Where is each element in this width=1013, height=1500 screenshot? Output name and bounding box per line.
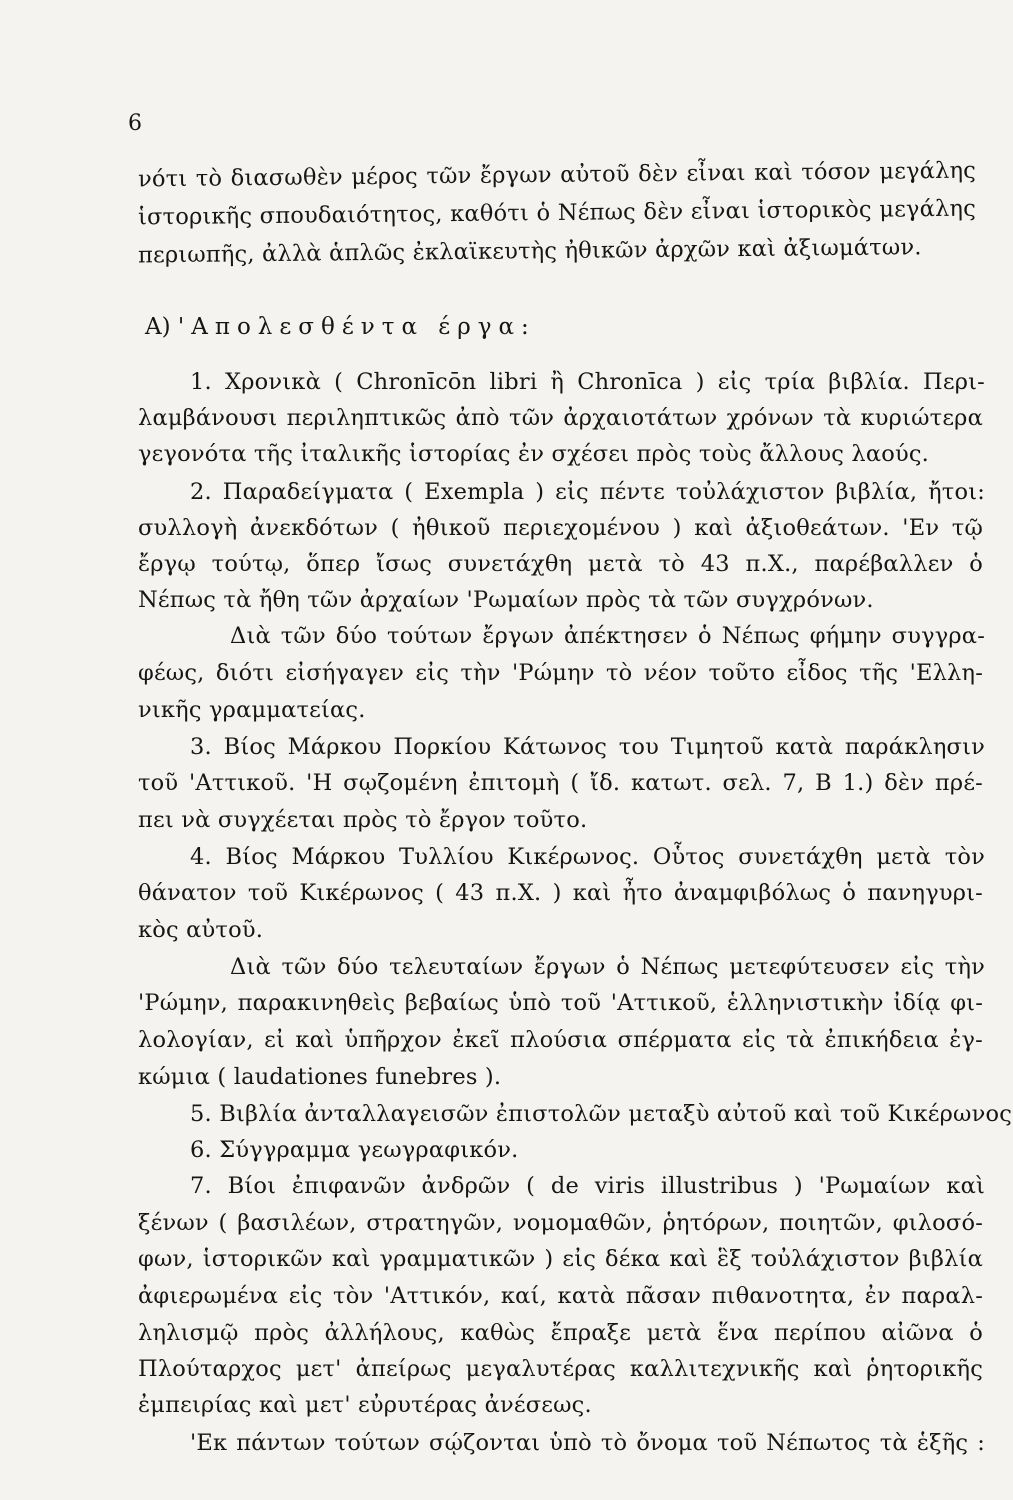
text-line-17: 4. Βίος Μάρκου Τυλλίου Κικέρωνος. Οὗτος συνετάχθη μετὰ τὸν xyxy=(190,844,985,870)
text-line-11: Διὰ τῶν δύο τούτων ἔργων ἀπέκτησεν ὁ Νέπως φήμην συγγρα- xyxy=(230,623,985,649)
text-line-29: ἀφιερωμένα εἰς τὸν 'Αττικόν, καί, κατὰ πᾶσαν πιθανοτητα, ἐν παραλ- xyxy=(138,1283,983,1309)
text-line-23: κώμια ( laudationes funebres ). xyxy=(138,1064,502,1090)
text-line-26: 7. Βίοι ἐπιφανῶν ἀνδρῶν ( de viris illustribus ) 'Ρωμαίων καὶ xyxy=(190,1173,985,1199)
text-line-24: 5. Βιβλία ἀνταλλαγεισῶν ἐπιστολῶν μεταξὺ αὐτοῦ καὶ τοῦ Κικέρωνος xyxy=(190,1101,1013,1127)
text-line-22: λολογίαν, εἰ καὶ ὑπῆρχον ἐκεῖ πλούσια σπέρματα εἰς τὰ ἐπικήδεια ἐγ- xyxy=(138,1027,983,1053)
text-line-27: ξένων ( βασιλέων, στρατηγῶν, νομομαθῶν, ῥητόρων, ποιητῶν, φιλοσό- xyxy=(138,1210,983,1236)
text-line-7: 2. Παραδείγματα ( Exempla ) εἰς πέντε τοὐλάχιστον βιβλία, ἤτοι: xyxy=(190,479,985,505)
text-line-8: συλλογὴ ἀνεκδότων ( ἠθικοῦ περιεχομένου ) καὶ ἀξιοθεάτων. 'Εν τῷ xyxy=(138,515,983,541)
text-line-6: γεγονότα τῆς ἰταλικῆς ἱστορίας ἐν σχέσει πρὸς τοὺς ἄλλους λαούς. xyxy=(138,441,930,467)
section-heading-label: Α) xyxy=(145,314,171,340)
text-line-19: κὸς αὐτοῦ. xyxy=(138,917,264,943)
text-line-18: θάνατον τοῦ Κικέρωνος ( 43 π.Χ. ) καὶ ἦτο ἀναμφιβόλως ὁ πανηγυρι- xyxy=(138,880,983,906)
text-line-12: φέως, διότι εἰσήγαγεν εἰς τὴν 'Ρώμην τὸ νέον τοῦτο εἶδος τῆς 'Ελλη- xyxy=(138,660,983,686)
text-line-3: περιωπῆς, ἀλλὰ ἁπλῶς ἐκλαϊκευτὴς ἠθικῶν ἀρχῶν καὶ ἀξιωμάτων. xyxy=(137,234,922,269)
section-heading-title: 'Απολεσθέντα έργα: xyxy=(177,314,536,340)
text-line-10: Νέπως τὰ ἤθη τῶν ἀρχαίων 'Ρωμαίων πρὸς τὰ τῶν συγχρόνων. xyxy=(138,587,874,613)
text-line-28: φων, ἱστορικῶν καὶ γραμματικῶν ) εἰς δέκα καὶ ἓξ τοὐλάχιστον βιβλία xyxy=(138,1246,983,1272)
text-line-16: πει νὰ συγχέεται πρὸς τὸ ἔργον τοῦτο. xyxy=(138,807,588,833)
text-line-21: 'Ρώμην, παρακινηθεὶς βεβαίως ὑπὸ τοῦ 'Αττικοῦ, ἑλληνιστικὴν ἰδίᾳ φι- xyxy=(138,990,983,1016)
text-line-31: Πλούταρχος μετ' ἀπείρως μεγαλυτέρας καλλιτεχνικῆς καὶ ῥητορικῆς xyxy=(138,1356,983,1382)
text-line-13: νικῆς γραμματείας. xyxy=(138,697,366,723)
text-line-20: Διὰ τῶν δύο τελευταίων ἔργων ὁ Νέπως μετεφύτευσεν εἰς τὴν xyxy=(230,954,985,980)
text-line-9: ἔργῳ τούτῳ, ὅπερ ἴσως συνετάχθη μετὰ τὸ 43 π.Χ., παρέβαλλεν ὁ xyxy=(138,551,983,577)
text-line-33: 'Εκ πάντων τούτων σῴζονται ὑπὸ τὸ ὄνομα τοῦ Νέπωτος τὰ ἑξῆς : xyxy=(190,1430,985,1456)
text-line-30: ληλισμῷ πρὸς ἀλλήλους, καθὼς ἔπραξε μετὰ ἕνα περίπου αἰῶνα ὁ xyxy=(138,1320,983,1346)
text-line-4: 1. Χρονικὰ ( Chronīcōn libri ἢ Chronīca ) εἰς τρία βιβλία. Περι- xyxy=(190,369,985,395)
text-line-2: ἱστορικῆς σπουδαιότητος, καθότι ὁ Νέπως δὲν εἶναι ἱστορικὸς μεγάλης xyxy=(137,195,977,231)
text-line-14: 3. Βίος Μάρκου Πορκίου Κάτωνος του Τιμητοῦ κατὰ παράκλησιν xyxy=(190,734,985,760)
text-line-32: ἐμπειρίας καὶ μετ' εὐρυτέρας ἀνέσεως. xyxy=(138,1392,592,1418)
text-line-5: λαμβάνουσι περιληπτικῶς ἀπὸ τῶν ἀρχαιοτάτων χρόνων τὰ κυριώτερα xyxy=(138,405,983,431)
page-number: 6 xyxy=(128,111,142,136)
section-heading xyxy=(145,312,536,342)
text-line-15: τοῦ 'Αττικοῦ. 'Η σῳζομένη ἐπιτομὴ ( ἴδ. κατωτ. σελ. 7, Β 1.) δὲν πρέ- xyxy=(138,770,983,796)
text-line-25: 6. Σύγγραμμα γεωγραφικόν. xyxy=(190,1137,519,1163)
text-line-1: νότι τὸ διασωθὲν μέρος τῶν ἔργων αὐτοῦ δὲν εἶναι καὶ τόσον μεγάλης xyxy=(137,157,977,193)
